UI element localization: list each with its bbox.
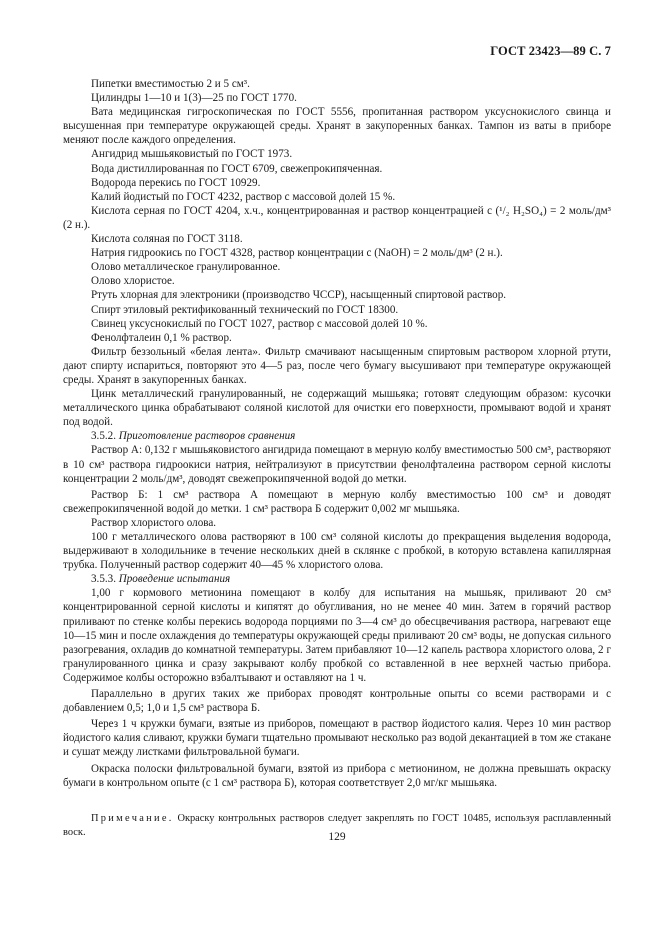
paragraph: Кислота соляная по ГОСТ 3118. bbox=[91, 233, 243, 246]
section-title: Приготовление растворов сравнения bbox=[118, 430, 296, 443]
paragraph: Раствор хлористого олова. bbox=[91, 516, 217, 529]
paragraph: 1,00 г кормового метионина помещают в колбу для испытания на мышьяк, приливают 20 см³ концентрированной серной кислоты и кипятят до обугливания, но не менее 40 мин. Затем в горячий раствор приливают по стенке колбы перекись водорода порциями по 3—4 см³ до обесцвечивания раствора, нагревают еще 10—15 мин и после охлаждения до температуры окружающей среды приливают 20 см³ воды, не допуская сильного разогревания, охладив до комнатной температуры. Затем прибавляют 10—12 капель раствора хлористого олова, 2 г гранулированного цинка и сразу закрывают колбу пробкой со вставленной в нее верхней частью прибора. Содержимое колбы осторожно взбалтывают и оставляют на 1 ч. bbox=[63, 587, 611, 684]
section-number: 3.5.3. bbox=[91, 573, 116, 586]
paragraph: Раствор Б: 1 см³ раствора А помещают в мерную колбу вместимостью 100 см³ и доводят свежепрокипяченной водой до метки. 1 см³ раствора Б содержит 0,002 мг мышьяка. bbox=[63, 488, 611, 515]
paragraph: Фильтр беззольный «белая лента». Фильтр смачивают насыщенным спиртовым раствором хлорной ртути, дают спирту испариться, повторяют это 4—5 раз, после чего бумагу высушивают при температуре окружающей среды. Хранят в закупоренных банках. bbox=[63, 345, 611, 386]
note-label: Примечание. bbox=[91, 812, 174, 824]
paragraph: Пипетки вместимостью 2 и 5 см³. bbox=[91, 78, 250, 90]
document-body bbox=[63, 77, 611, 840]
page-header: ГОСТ 23423—89 С. 7 bbox=[490, 44, 611, 58]
paragraph: Параллельно в других таких же приборах проводят контрольные опыты со всеми растворами и с добавлением 0,5; 1,0 и 1,5 см³ раствора Б. bbox=[63, 688, 611, 715]
paragraph: Вода дистиллированная по ГОСТ 6709, свежепрокипяченная. bbox=[91, 162, 383, 175]
paragraph: Ртуть хлорная для электроники (производство ЧССР), насыщенный спиртовой раствор. bbox=[91, 289, 507, 302]
paragraph: 100 г металлического олова растворяют в 100 см³ соляной кислоты до прекращения выделения водорода, выдерживают в холодильнике в течение нескольких дней в склянке с пробкой, в которую вставлена капиллярная трубка. Полученный раствор содержит 40—45 % хлористого олова. bbox=[63, 531, 611, 572]
paragraph: Натрия гидроокись по ГОСТ 4328, раствор концентрации c (NaOH) = 2 моль/дм³ (2 н.). bbox=[91, 247, 503, 260]
paragraph: Спирт этиловый ректификованный технический по ГОСТ 18300. bbox=[91, 303, 399, 316]
document-page bbox=[63, 0, 611, 936]
section-number: 3.5.2. bbox=[91, 430, 116, 443]
section-title: Проведение испытания bbox=[118, 573, 231, 586]
paragraph: Ангидрид мышьяковистый по ГОСТ 1973. bbox=[91, 148, 293, 161]
section-heading bbox=[63, 572, 611, 586]
paragraph: Водорода перекись по ГОСТ 10929. bbox=[91, 176, 261, 189]
page-number: 129 bbox=[328, 831, 346, 843]
paragraph: Цинк металлический гранулированный, не содержащий мышьяка; готовят следующим образом: кусочки металлического цинка обрабатывают соляной кислотой для очистки его поверхности, промывают водой и хранят под водой. bbox=[63, 388, 611, 429]
paragraph: Цилиндры 1—10 и 1(3)—25 по ГОСТ 1770. bbox=[91, 92, 297, 105]
paragraph: Свинец уксуснокислый по ГОСТ 1027, раствор с массовой долей 10 %. bbox=[91, 317, 428, 330]
paragraph: Олово металлическое гранулированное. bbox=[91, 261, 281, 274]
paragraph: Олово хлористое. bbox=[91, 275, 175, 288]
paragraph: Вата медицинская гигроскопическая по ГОСТ 5556, пропитанная раствором уксуснокислого свинца и высушенная при температуре окружающей среды. Хранят в закупоренных банках. Тампон из ваты в приборе меняют после каждого определения. bbox=[63, 106, 611, 147]
paragraph: Кислота серная по ГОСТ 4204, х.ч., концентрированная и раствор концентрацией c (¹/₂ H₂SO₄) = 2 моль/дм³ (2 н.). bbox=[63, 204, 611, 231]
paragraph: Раствор А: 0,132 г мышьяковистого ангидрида помещают в мерную колбу вместимостью 500 см³, растворяют в 10 см³ раствора гидроокиси натрия, нейтрализуют в присутствии фенолфталеина раствором серной кислоты концентрации 2 моль/дм³, доводят свежепрокипяченной водой до метки. bbox=[63, 444, 611, 485]
paragraph: Фенолфталеин 0,1 % раствор. bbox=[91, 331, 232, 344]
paragraph: Окраска полоски фильтровальной бумаги, взятой из прибора с метионином, не должна превышать окраску бумаги в контрольном опыте (с 1 см³ раствора Б), которая соответствует 2,0 мг/кг мышьяка. bbox=[63, 762, 611, 789]
paragraph: Калий йодистый по ГОСТ 4232, раствор с массовой долей 15 %. bbox=[91, 190, 396, 203]
section-heading bbox=[63, 429, 611, 443]
paragraph: Через 1 ч кружки бумаги, взятые из приборов, помещают в раствор йодистого калия. Через 10 мин раствор йодистого калия сливают, кружки бумаги тщательно промывают несколько раз водой декантацией в том же стакане и сушат между листками фильтровальной бумаги. bbox=[63, 718, 611, 759]
note-text: Окраску контрольных растворов следует закреплять по ГОСТ 10485, используя расплавленный воск. bbox=[63, 812, 612, 838]
